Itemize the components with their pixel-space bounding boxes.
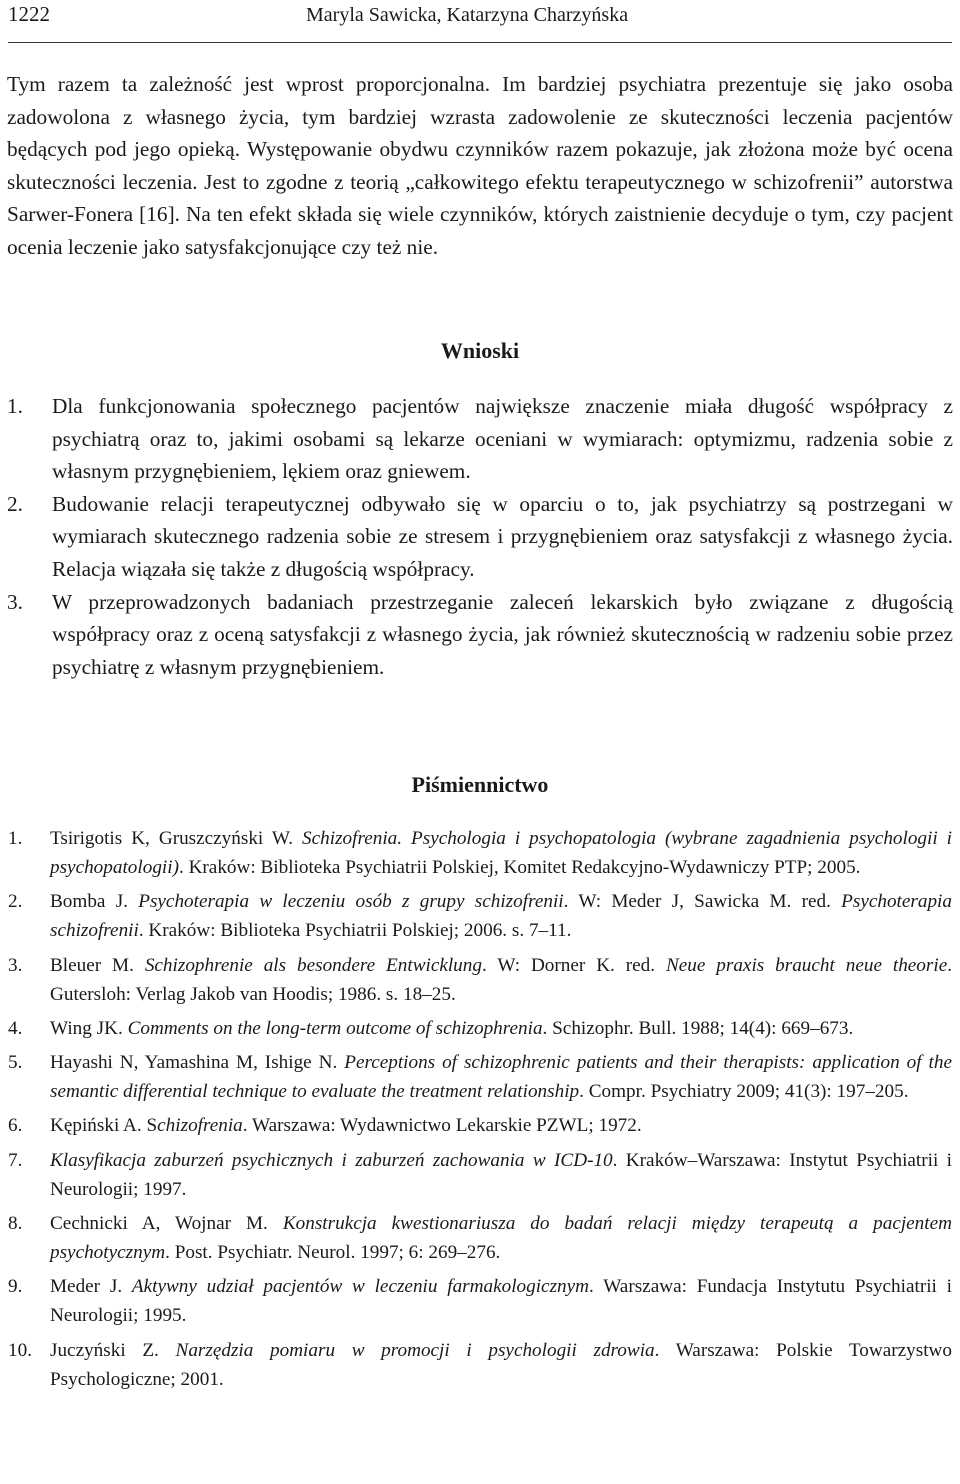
reference-authors: Meder J. <box>50 1276 132 1298</box>
page-number: 1222 <box>8 2 50 26</box>
reference-publisher: . Kraków: Biblioteka Psychiatrii Polskiej; 2006. s. 7–11. <box>138 920 572 942</box>
reference-publisher: . Gutersloh: Verlag Jakob van Hoodis; 1986. s. 18–25. <box>50 954 953 1005</box>
reference-source: . W: Meder J, Sawicka M. red. <box>563 891 842 913</box>
reference-item <box>8 1111 952 1140</box>
reference-title: Perceptions of schizophrenic patients and their therapists: application of the semantic differential technique to evaluate the treatment relationship <box>50 1052 952 1103</box>
conclusion-item <box>7 390 953 488</box>
reference-source: . Kraków: Biblioteka Psychiatrii Polskiej, Komitet Redakcyjno-Wydawniczy PTP; 2005. <box>178 857 861 878</box>
reference-title: Konstrukcja kwestionariusza do badań relacji między terapeutą a pacjentem psychotycznym <box>50 1213 952 1264</box>
conclusion-number: 2. <box>7 491 23 516</box>
reference-item <box>8 951 952 1009</box>
reference-item <box>8 1014 952 1043</box>
references-heading: Piśmiennictwo <box>411 772 549 797</box>
reference-book-title: Psychoterapia schizofrenii <box>50 891 952 942</box>
reference-number: 3. <box>8 954 23 976</box>
reference-number: 5. <box>8 1052 23 1074</box>
reference-source: . Post. Psychiatr. Neurol. 1997; 6: 269–276. <box>165 1242 501 1264</box>
reference-item <box>8 824 952 882</box>
reference-authors: Kępiński A. S <box>50 1115 158 1137</box>
reference-number: 4. <box>8 1017 23 1039</box>
reference-number: 6. <box>8 1115 23 1137</box>
reference-authors: Bleuer M. <box>50 954 145 976</box>
conclusion-item <box>7 586 953 684</box>
conclusion-number: 3. <box>7 589 23 614</box>
reference-source: . Compr. Psychiatry 2009; 41(3): 197–205. <box>579 1081 909 1103</box>
reference-number: 2. <box>8 891 23 913</box>
reference-number: 10. <box>8 1339 32 1361</box>
reference-authors: Cechnicki A, Wojnar M. <box>50 1213 283 1235</box>
reference-title: Klasyfikacja zaburzeń psychicznych i zaburzeń zachowania w ICD-10 <box>50 1149 613 1171</box>
intro-paragraph: Tym razem ta zależność jest wprost proporcjonalna. Im bardziej psychiatra prezentuje się jako osoba zadowolona z własnego życia, tym bardziej wzrasta zadowolenie ze skuteczności leczenia pacjentów będących pod jego opieką. Występowanie obydwu czynników razem pokazuje, jak złożona może być ocena skuteczności leczenia. Jest to zgodne z teorią „całkowitego efektu terapeutycznego w schizofrenii” autorstwa Sarwer-Fonera [16]. Na ten efekt składa się wiele czynników, których zaistnienie decyduje o tym, czy pacjent ocenia leczenie jako satysfakcjonujące czy też nie. <box>7 72 953 259</box>
reference-source: . Warszawa: Polskie Towarzystwo Psychologiczne; 2001. <box>50 1339 952 1390</box>
reference-authors: Tsirigotis K, Gruszczyński W. <box>50 828 303 849</box>
reference-title: Schizophrenie als besondere Entwicklung <box>144 954 482 976</box>
conclusion-item <box>7 488 953 586</box>
running-head: Maryla Sawicka, Katarzyna Charzyńska <box>306 4 629 26</box>
reference-authors: Hayashi N, Yamashina M, Ishige N. <box>50 1052 345 1074</box>
reference-item <box>8 887 952 945</box>
reference-item <box>8 1209 952 1267</box>
conclusion-text: Budowanie relacji terapeutycznej odbywało się w oparciu o to, jak psychiatrzy są postrzegani w wymiarach skutecznego radzenia sobie ze stresem i przygnębieniem oraz satysfakcji z własnego życia. Relacja wiązała się także z długością współpracy. <box>52 491 953 581</box>
reference-authors: Bomba J. <box>50 891 139 913</box>
reference-source: . Kraków–Warszawa: Instytut Psychiatrii i Neurologii; 1997. <box>50 1149 952 1200</box>
reference-title: Psychoterapia w leczeniu osób z grupy schizofrenii <box>138 891 564 913</box>
conclusion-text: W przeprowadzonych badaniach przestrzeganie zaleceń lekarskich było związane z długością współpracy oraz z oceną satysfakcji z własnego życia, jak również skutecznością w radzeniu sobie przez psychiatrę z własnym przygnębieniem. <box>52 589 953 679</box>
reference-title: chizofrenia <box>157 1115 243 1137</box>
reference-title: Comments on the long-term outcome of schizophrenia <box>127 1017 543 1039</box>
reference-number: 9. <box>8 1276 23 1298</box>
reference-authors: Juczyński Z. <box>50 1339 176 1361</box>
reference-source: . Warszawa: Fundacja Instytutu Psychiatrii i Neurologii; 1995. <box>50 1276 952 1327</box>
conclusion-text: Dla funkcjonowania społecznego pacjentów największe znaczenie miała długość współpracy z psychiatrą oraz to, jakimi osobami są lekarze oceniani w wymiarach: optymizmu, radzenia sobie z własnym przygnębieniem, lękiem oraz gniewem. <box>52 394 953 484</box>
reference-item <box>8 1146 952 1204</box>
reference-number: 8. <box>8 1213 23 1235</box>
reference-item <box>8 1336 952 1394</box>
conclusions-list <box>7 390 953 683</box>
reference-title: Narzędzia pomiaru w promocji i psychologii zdrowia <box>175 1339 655 1361</box>
reference-item <box>8 1272 952 1330</box>
page-header <box>8 0 952 43</box>
reference-item <box>8 1048 952 1106</box>
reference-book-title: Neue praxis braucht neue theorie <box>665 954 948 976</box>
reference-title: Aktywny udział pacjentów w leczeniu farmakologicznym <box>131 1276 589 1298</box>
reference-authors: Wing JK. <box>50 1017 128 1039</box>
reference-source: . W: Dorner K. red. <box>481 954 666 976</box>
reference-source: . Schizophr. Bull. 1988; 14(4): 669–673. <box>542 1017 854 1039</box>
reference-title: Schizofrenia. Psychologia i psychopatologia (wybrane zagadnienia psychologii i psychopatologii) <box>50 828 952 878</box>
reference-source: . Warszawa: Wydawnictwo Lekarskie PZWL; 1972. <box>242 1115 642 1137</box>
conclusions-heading: Wnioski <box>440 338 520 363</box>
reference-number: 7. <box>8 1149 23 1171</box>
reference-number: 1. <box>8 828 23 849</box>
references-list <box>8 824 952 1399</box>
conclusion-number: 1. <box>7 394 23 418</box>
